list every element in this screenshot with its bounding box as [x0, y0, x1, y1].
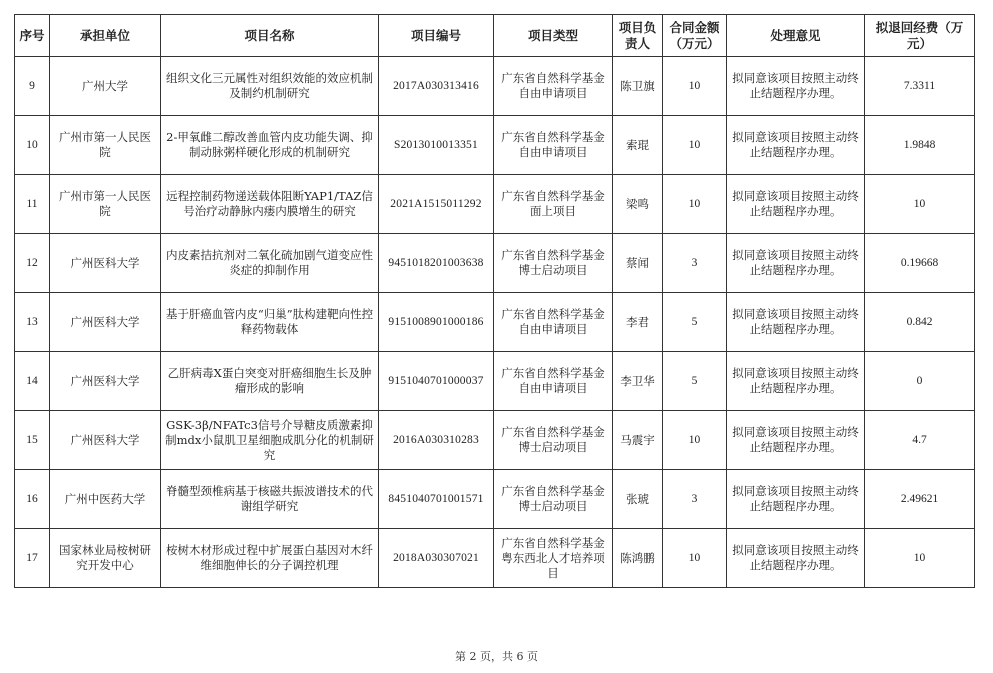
table-row [15, 470, 975, 529]
cell-amount: 10 [663, 175, 727, 234]
cell-code: 9151040701000037 [379, 352, 494, 411]
cell-name: 组织文化三元属性对组织效能的效应机制及制约机制研究 [161, 57, 379, 116]
cell-seq: 16 [15, 470, 50, 529]
cell-code: 2017A030313416 [379, 57, 494, 116]
cell-refund: 0.842 [865, 293, 975, 352]
cell-name: 基于肝癌血管内皮“归巢”肽构建靶向性控释药物载体 [161, 293, 379, 352]
cell-refund: 10 [865, 175, 975, 234]
cell-refund: 0.19668 [865, 234, 975, 293]
cell-code: S2013010013351 [379, 116, 494, 175]
cell-leader: 陈鸿鹏 [613, 529, 663, 588]
cell-opinion: 拟同意该项目按照主动终止结题程序办理。 [727, 470, 865, 529]
cell-refund: 2.49621 [865, 470, 975, 529]
cell-leader: 张琥 [613, 470, 663, 529]
cell-seq: 14 [15, 352, 50, 411]
cell-code: 2018A030307021 [379, 529, 494, 588]
cell-opinion: 拟同意该项目按照主动终止结题程序办理。 [727, 234, 865, 293]
cell-leader: 索琨 [613, 116, 663, 175]
cell-type: 广东省自然科学基金博士启动项目 [494, 411, 613, 470]
cell-name: 内皮素拮抗剂对二氧化硫加剧气道变应性炎症的抑制作用 [161, 234, 379, 293]
cell-leader: 李卫华 [613, 352, 663, 411]
cell-opinion: 拟同意该项目按照主动终止结题程序办理。 [727, 116, 865, 175]
cell-refund: 0 [865, 352, 975, 411]
cell-refund: 1.9848 [865, 116, 975, 175]
table-row [15, 352, 975, 411]
header-amount: 合同金额（万元） [663, 15, 727, 57]
cell-unit: 广州大学 [50, 57, 161, 116]
cell-opinion: 拟同意该项目按照主动终止结题程序办理。 [727, 175, 865, 234]
cell-leader: 马震宇 [613, 411, 663, 470]
cell-opinion: 拟同意该项目按照主动终止结题程序办理。 [727, 293, 865, 352]
table-row [15, 234, 975, 293]
cell-amount: 3 [663, 470, 727, 529]
table-row [15, 175, 975, 234]
table-row [15, 116, 975, 175]
cell-code: 9451018201003638 [379, 234, 494, 293]
cell-type: 广东省自然科学基金博士启动项目 [494, 470, 613, 529]
cell-name: 桉树木材形成过程中扩展蛋白基因对木纤维细胞伸长的分子调控机理 [161, 529, 379, 588]
cell-refund: 10 [865, 529, 975, 588]
header-code: 项目编号 [379, 15, 494, 57]
cell-unit: 广州中医药大学 [50, 470, 161, 529]
cell-seq: 11 [15, 175, 50, 234]
cell-amount: 3 [663, 234, 727, 293]
cell-seq: 9 [15, 57, 50, 116]
cell-refund: 7.3311 [865, 57, 975, 116]
cell-leader: 梁鸣 [613, 175, 663, 234]
cell-unit: 广州市第一人民医院 [50, 116, 161, 175]
cell-leader: 陈卫旗 [613, 57, 663, 116]
cell-opinion: 拟同意该项目按照主动终止结题程序办理。 [727, 411, 865, 470]
cell-amount: 10 [663, 411, 727, 470]
header-name: 项目名称 [161, 15, 379, 57]
cell-type: 广东省自然科学基金面上项目 [494, 175, 613, 234]
cell-type: 广东省自然科学基金粤东西北人才培养项目 [494, 529, 613, 588]
cell-code: 2016A030310283 [379, 411, 494, 470]
cell-amount: 5 [663, 293, 727, 352]
cell-seq: 15 [15, 411, 50, 470]
cell-unit: 广州医科大学 [50, 352, 161, 411]
cell-unit: 广州医科大学 [50, 411, 161, 470]
header-row [15, 15, 975, 57]
cell-type: 广东省自然科学基金自由申请项目 [494, 293, 613, 352]
cell-unit: 国家林业局桉树研究开发中心 [50, 529, 161, 588]
cell-code: 2021A1515011292 [379, 175, 494, 234]
cell-seq: 10 [15, 116, 50, 175]
cell-amount: 10 [663, 529, 727, 588]
header-leader: 项目负责人 [613, 15, 663, 57]
cell-type: 广东省自然科学基金自由申请项目 [494, 352, 613, 411]
table-row [15, 293, 975, 352]
cell-leader: 蔡闻 [613, 234, 663, 293]
cell-opinion: 拟同意该项目按照主动终止结题程序办理。 [727, 57, 865, 116]
cell-amount: 10 [663, 116, 727, 175]
header-unit: 承担单位 [50, 15, 161, 57]
cell-amount: 10 [663, 57, 727, 116]
header-opinion: 处理意见 [727, 15, 865, 57]
cell-seq: 17 [15, 529, 50, 588]
cell-code: 8451040701001571 [379, 470, 494, 529]
cell-seq: 13 [15, 293, 50, 352]
header-type: 项目类型 [494, 15, 613, 57]
table-row [15, 411, 975, 470]
cell-opinion: 拟同意该项目按照主动终止结题程序办理。 [727, 529, 865, 588]
cell-name: 远程控制药物递送载体阻断YAP1/TAZ信号治疗动静脉内瘘内膜增生的研究 [161, 175, 379, 234]
page-footer: 第 2 页，共 6 页 [455, 650, 538, 663]
cell-code: 9151008901000186 [379, 293, 494, 352]
cell-unit: 广州市第一人民医院 [50, 175, 161, 234]
table-row [15, 57, 975, 116]
cell-seq: 12 [15, 234, 50, 293]
cell-unit: 广州医科大学 [50, 293, 161, 352]
cell-name: GSK-3β/NFATc3信号介导糖皮质激素抑制mdx小鼠肌卫星细胞成肌分化的机制研究 [161, 411, 379, 470]
cell-type: 广东省自然科学基金自由申请项目 [494, 116, 613, 175]
cell-name: 脊髓型颈椎病基于核磁共振波谱技术的代谢组学研究 [161, 470, 379, 529]
cell-name: 2-甲氧雌二醇改善血管内皮功能失调、抑制动脉粥样硬化形成的机制研究 [161, 116, 379, 175]
cell-type: 广东省自然科学基金博士启动项目 [494, 234, 613, 293]
header-seq: 序号 [15, 15, 50, 57]
header-refund: 拟退回经费（万元） [865, 15, 975, 57]
cell-name: 乙肝病毒X蛋白突变对肝癌细胞生长及肿瘤形成的影响 [161, 352, 379, 411]
project-table [14, 14, 975, 588]
cell-leader: 李君 [613, 293, 663, 352]
cell-amount: 5 [663, 352, 727, 411]
cell-type: 广东省自然科学基金自由申请项目 [494, 57, 613, 116]
cell-opinion: 拟同意该项目按照主动终止结题程序办理。 [727, 352, 865, 411]
cell-refund: 4.7 [865, 411, 975, 470]
cell-unit: 广州医科大学 [50, 234, 161, 293]
table-row [15, 529, 975, 588]
